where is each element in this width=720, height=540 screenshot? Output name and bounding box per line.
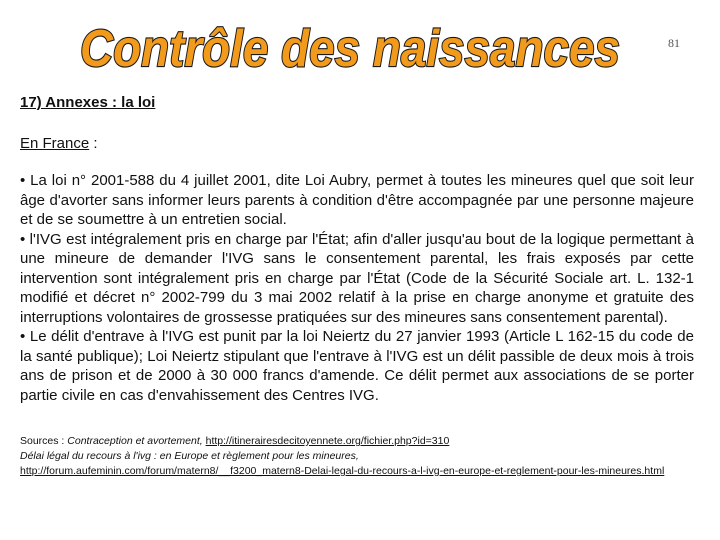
source-link-1[interactable]: http://itinerairesdecitoyennete.org/fichier.php?id=310 xyxy=(205,435,450,447)
subheading xyxy=(20,135,98,152)
subheading-suffix: : xyxy=(89,135,98,152)
source-title-2: Délai légal du recours à l'ivg : en Europe et règlement pour les mineures, xyxy=(20,450,359,462)
law-paragraph-neiertz: • Le délit d'entrave à l'IVG est punit par la loi Neiertz du 27 janvier 1993 (Article L 162-15 du code de la santé publique); Loi Neiertz stipulant que l'entrave à l'IVG est un délit passible de deux mois à trois ans de prison et de 2000 à 30 000 francs d'amende. Ce délit permet aux associations de se porter partie civile en cas d'envahissement des Centres IVG. xyxy=(20,328,694,404)
section-heading: 17) Annexes : la loi xyxy=(20,94,156,111)
page-number: 81 xyxy=(668,36,680,50)
subheading-country: En France xyxy=(20,135,90,152)
law-body xyxy=(20,171,694,405)
title-text: Contrôle des naissances xyxy=(80,20,620,78)
page-title xyxy=(76,10,624,80)
sources-label: Sources : xyxy=(20,435,68,447)
sources-line-3 xyxy=(20,464,694,479)
law-paragraph-prise-en-charge: • l'IVG est intégralement pris en charge par l'État; afin d'aller jusqu'au bout de la logique permettant à une mineure de demander l'IVG sans le consentement parental, les frais exposés par cette intervention sont intégralement pris en charge par l'État (Code de la Sécurité Sociale art. L. 132-1 modifié et décret n° 2002-799 du 3 mai 2002 relatif à la prise en charge anonyme et gratuite des interruptions volontaires de grossesse pratiquées sur des mineures sans consentement parental). xyxy=(20,230,694,326)
source-title-1: Contraception et avortement, xyxy=(67,435,206,447)
source-link-2[interactable]: http://forum.aufeminin.com/forum/matern8/__f3200_matern8-Delai-legal-du-recours-a-l-ivg-en-europe-et-reglement-pour-les-mineures.html xyxy=(20,465,665,477)
law-paragraph-aubry: • La loi n° 2001-588 du 4 juillet 2001, dite Loi Aubry, permet à toutes les mineures quel que soit leur âge d'avorter sans informer leurs parents à condition d'être accompagnée par une personne majeure et de se soumettre à un entretien social. xyxy=(20,172,694,228)
sources-line-1 xyxy=(20,434,694,449)
sources xyxy=(20,434,694,479)
